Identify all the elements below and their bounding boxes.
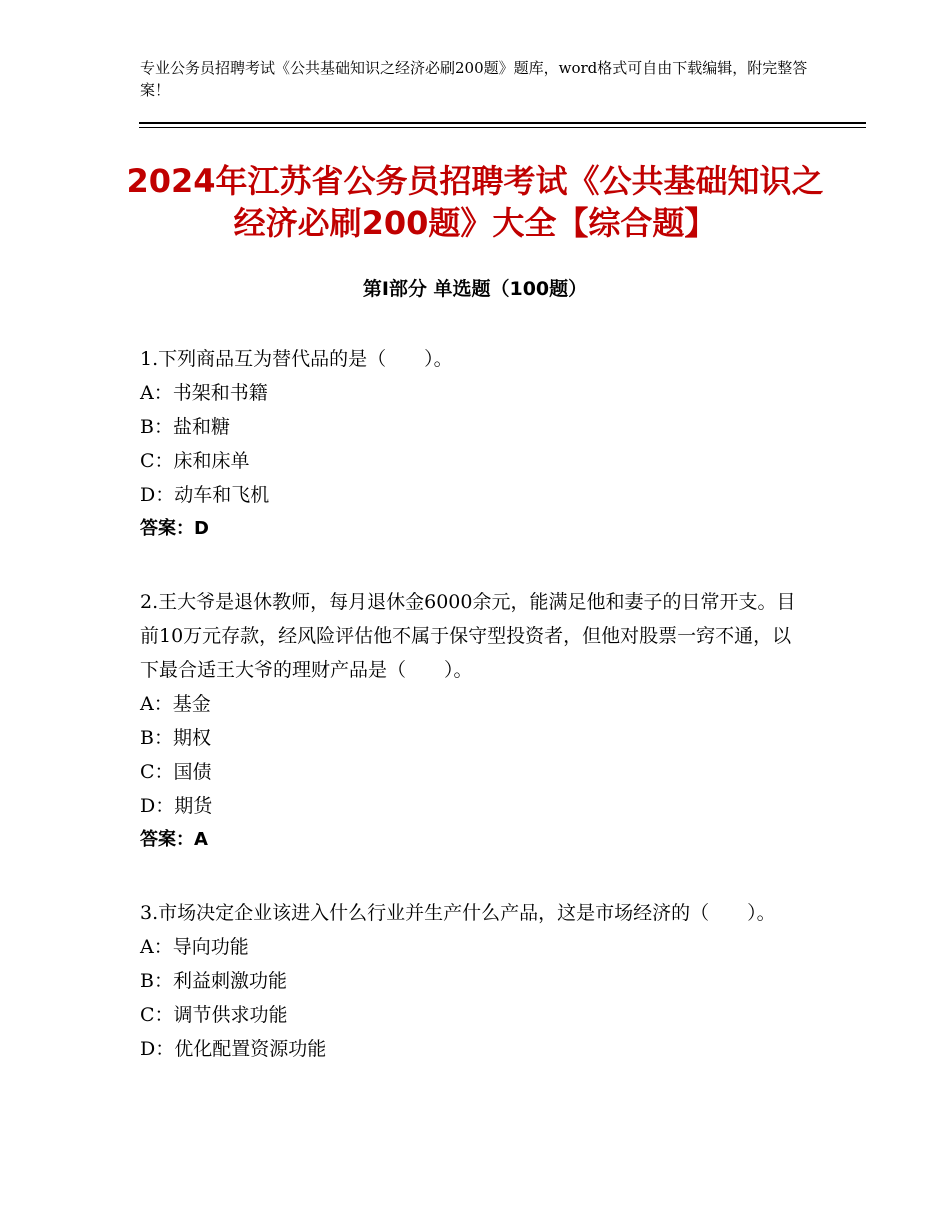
header-note: 专业公务员招聘考试《公共基础知识之经济必刷200题》题库，word格式可自由下载编辑，附完整答案！ (140, 59, 808, 99)
question-stem: 2.王大爷是退休教师，每月退休金6000余元，能满足他和妻子的日常开支。目前10万元存款，经风险评估他不属于保守型投资者，但他对股票一窍不通，以下最合适王大爷的理财产品是（ ）。 (140, 591, 796, 681)
option-d: D：期货 (140, 795, 213, 817)
question-list (140, 342, 810, 1105)
header-rule-thin (139, 127, 866, 128)
option-c: C：国债 (140, 761, 212, 783)
option-c: C：调节供求功能 (140, 1004, 288, 1026)
option-b: B：期权 (140, 727, 211, 749)
option-b: B：盐和糖 (140, 416, 230, 438)
header-rule-thick (139, 122, 866, 124)
option-a: A：书架和书籍 (140, 382, 268, 404)
question-1 (140, 342, 810, 546)
option-a: A：导向功能 (140, 936, 249, 958)
option-d: D：优化配置资源功能 (140, 1038, 327, 1060)
answer-label: 答案：D (140, 518, 209, 539)
option-b: B：利益刺激功能 (140, 970, 287, 992)
answer-label: 答案：A (140, 829, 208, 850)
option-d: D：动车和飞机 (140, 484, 270, 506)
question-stem: 3.市场决定企业该进入什么行业并生产什么产品，这是市场经济的（ ）。 (140, 902, 776, 924)
question-stem: 1.下列商品互为替代品的是（ ）。 (140, 348, 453, 370)
option-a: A：基金 (140, 693, 211, 715)
question-3 (140, 896, 810, 1066)
question-2 (140, 585, 810, 857)
document-title: 2024年江苏省公务员招聘考试《公共基础知识之经济必刷200题》大全【综合题】 (126, 162, 824, 242)
section-title: 第Ⅰ部分 单选题（100题） (362, 278, 588, 300)
option-c: C：床和床单 (140, 450, 250, 472)
